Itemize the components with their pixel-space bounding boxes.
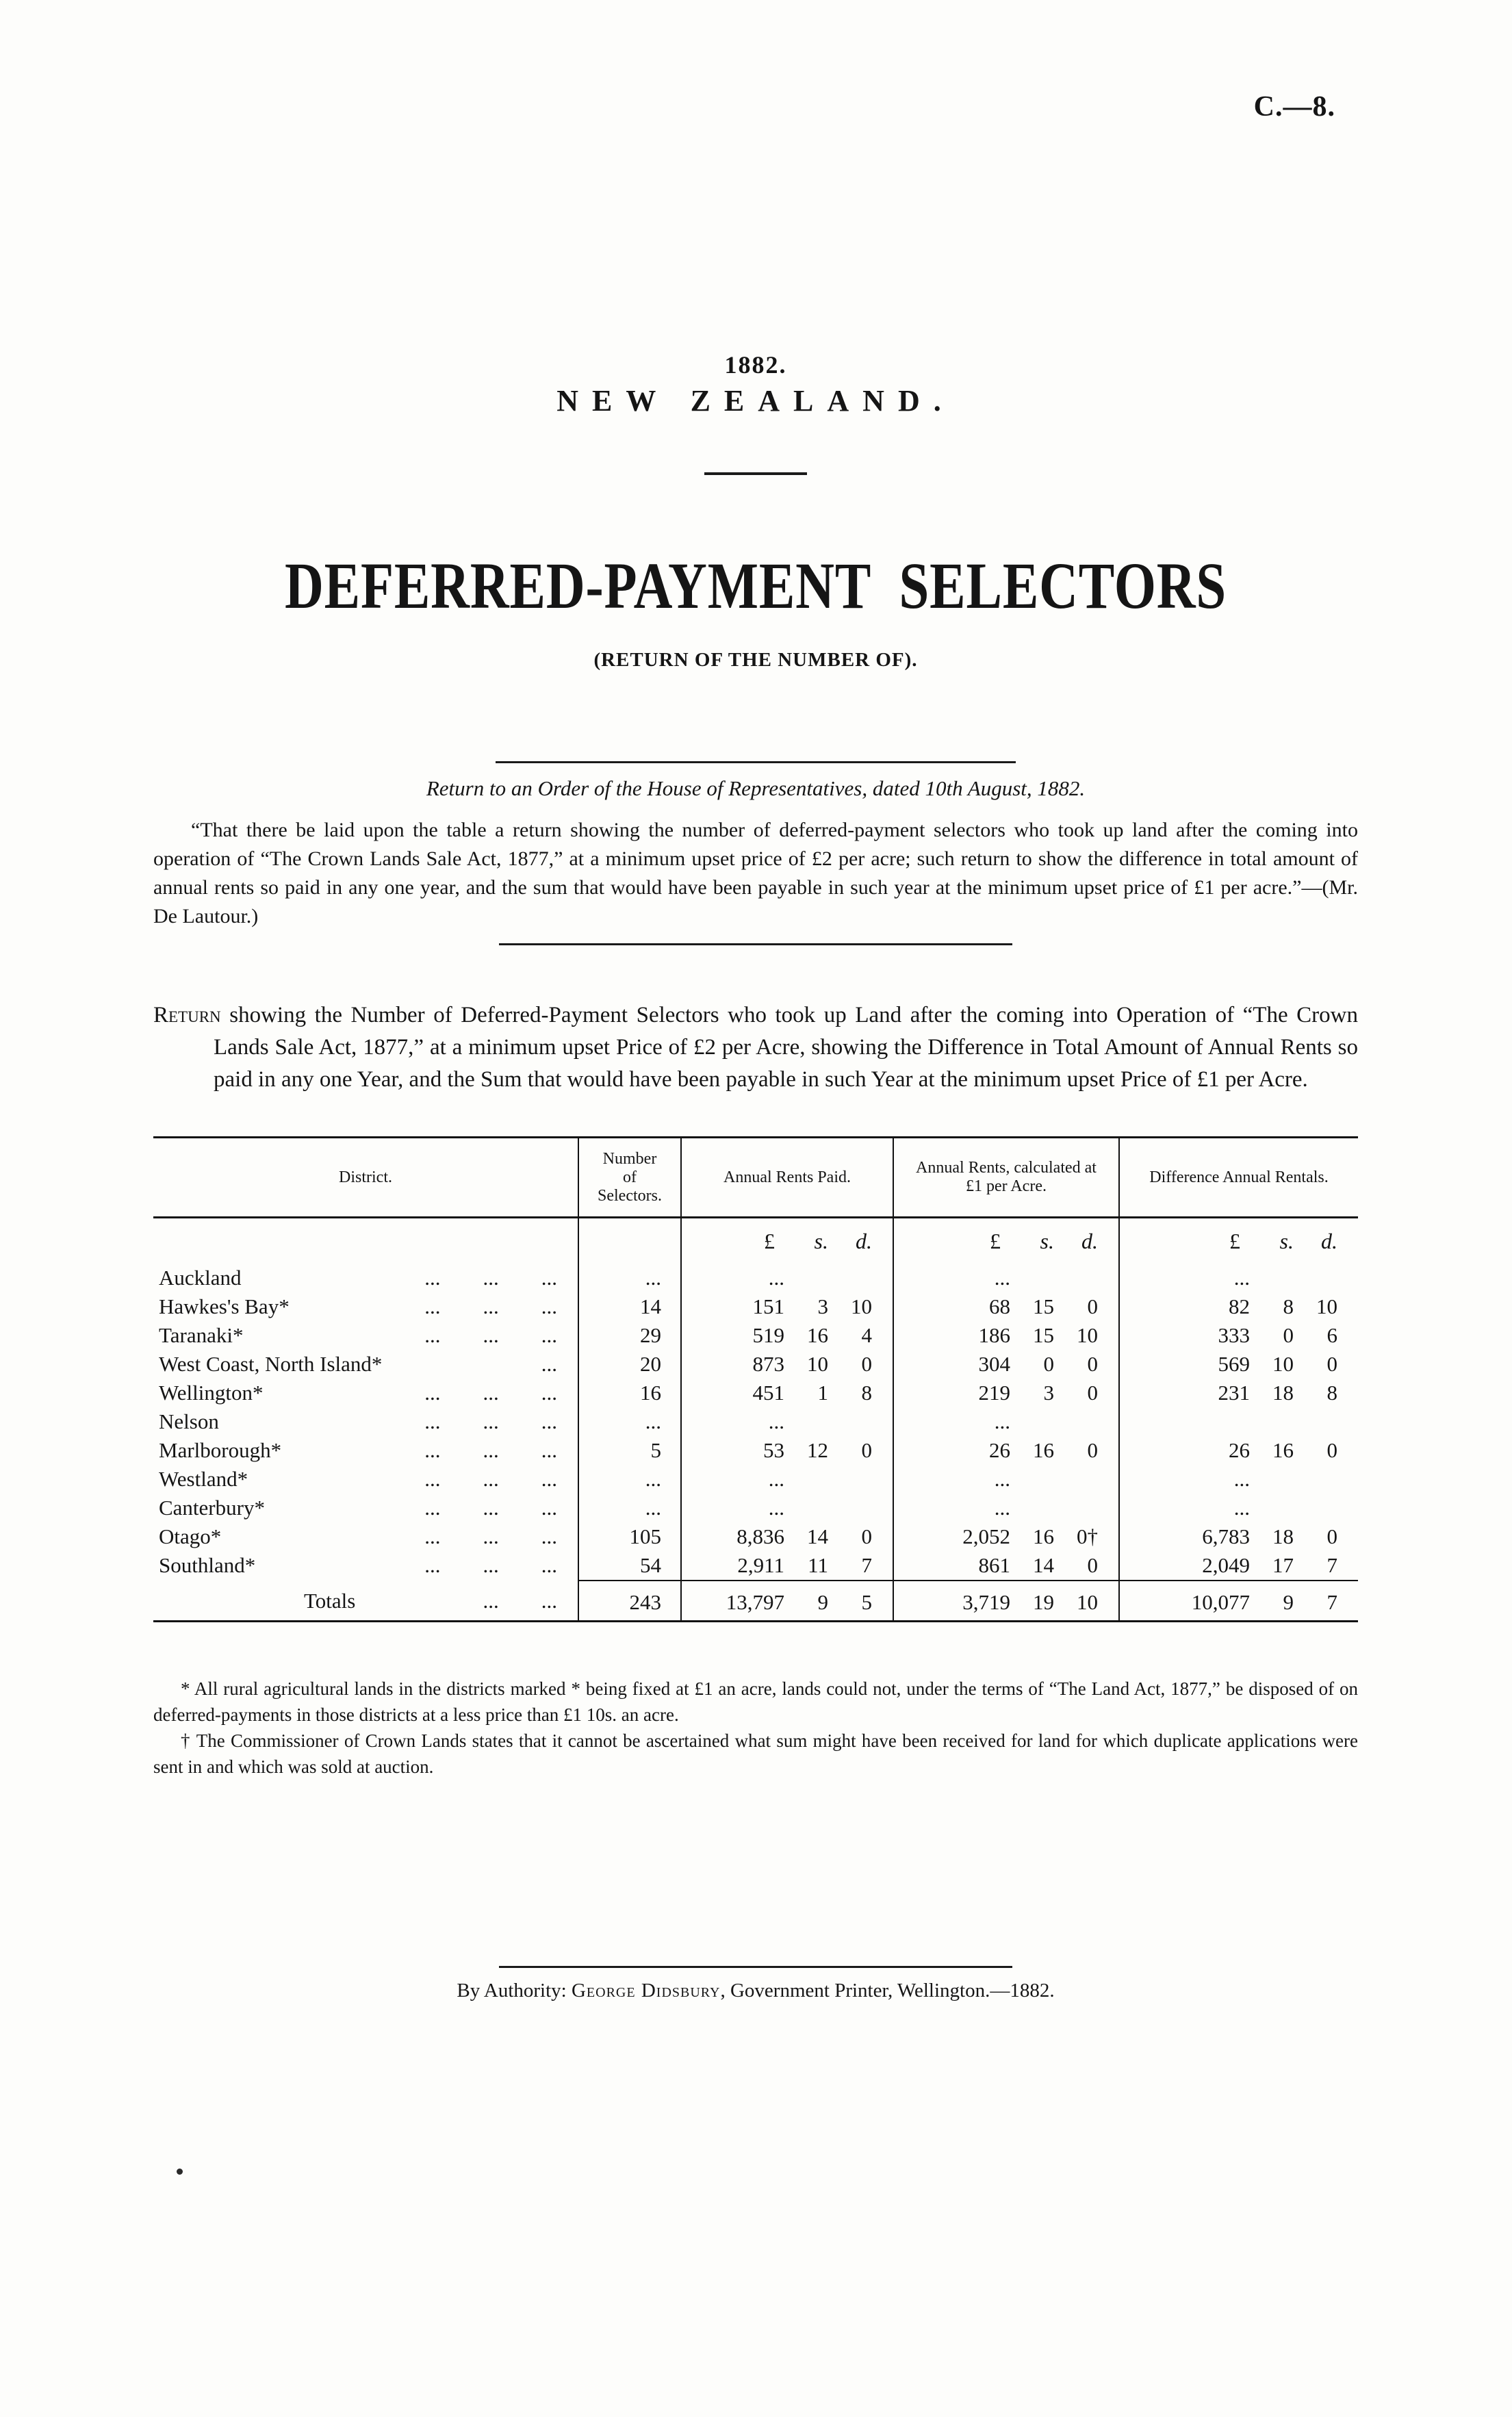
table-row (153, 1350, 1358, 1379)
difference-annual-rentals: 333 0 6 (1118, 1321, 1358, 1350)
return-rest: showing the Number of Deferred-Payment Selectors who took up Land after the coming into Operation of “The Crown Lands Sale Act, 1877,” at a minimum upset Price of £2 per Acre, showing the Difference in Total Amount of Annual Rents so paid in any one Year, and the Sum that would have been payable in such Year at the minimum upset Price of £1 per Acre. (214, 1003, 1358, 1092)
district-name: Marlborough* (159, 1438, 282, 1462)
currency-spacer (578, 1218, 680, 1264)
annual-rents-calculated: 2,052 16 0† (893, 1522, 1118, 1551)
district-name: Southland* (159, 1553, 256, 1577)
dot-leaders: ... ... ... (424, 1467, 557, 1491)
selectors-count: 105 (578, 1522, 680, 1551)
selectors-count: ... (578, 1264, 680, 1292)
annual-rents-paid: ... (680, 1494, 893, 1522)
footnotes (153, 1676, 1358, 1780)
district-name: Westland* (159, 1467, 248, 1491)
annual-rents-calculated: 68 15 0 (893, 1292, 1118, 1321)
difference-annual-rentals: ... (1118, 1494, 1358, 1522)
selectors-count: 5 (578, 1436, 680, 1465)
dot-leaders: ... ... ... (424, 1524, 557, 1548)
order-reference-line: Return to an Order of the House of Representatives, dated 10th August, 1882. (426, 776, 1086, 800)
annual-rents-calculated: ... (893, 1407, 1118, 1436)
currency-header-row (153, 1218, 1358, 1264)
dot-leaders: ... ... ... (424, 1496, 557, 1520)
district-name: Nelson (159, 1409, 219, 1433)
dot-leaders: ... ... ... (424, 1553, 557, 1577)
selectors-count: 54 (578, 1551, 680, 1580)
currency-labels-calc: £ s. d. (893, 1218, 1118, 1264)
return-lead: Return (153, 1003, 221, 1027)
table-row (153, 1551, 1358, 1580)
dot-leaders: ... ... ... (424, 1381, 557, 1405)
annual-rents-calculated: 861 14 0 (893, 1551, 1118, 1580)
annual-rents-calculated: ... (893, 1494, 1118, 1522)
totals-selectors: 243 (578, 1580, 680, 1620)
totals-difference-annual-rentals: 10,077 9 7 (1118, 1580, 1358, 1620)
dot-leaders: ... (541, 1352, 557, 1376)
printer-name: George Didsbury (571, 1980, 721, 2002)
annual-rents-paid: 451 1 8 (680, 1379, 893, 1407)
table-row (153, 1264, 1358, 1292)
returns-table (153, 1136, 1358, 1622)
district-name: Taranaki* (159, 1323, 244, 1347)
district-name: Canterbury* (159, 1496, 265, 1520)
header-district: District. (339, 1168, 392, 1186)
district-name: Hawkes's Bay* (159, 1294, 290, 1318)
annual-rents-paid: 8,836 14 0 (680, 1522, 893, 1551)
selectors-count: ... (578, 1407, 680, 1436)
selectors-count: 20 (578, 1350, 680, 1379)
annual-rents-paid: 53 12 0 (680, 1436, 893, 1465)
footnote-asterisk: * All rural agricultural lands in the districts marked * being fixed at £1 an acre, lands could not, under the terms of “The Land Act, 1877,” be disposed of on deferred-payments in those districts at a less price than £1 10s. an acre. (153, 1678, 1358, 1725)
document-reference: C.—8. (1253, 91, 1335, 123)
header-annual-rents-calculated: Annual Rents, calculated at £1 per Acre. (893, 1138, 1118, 1216)
annual-rents-paid: 873 10 0 (680, 1350, 893, 1379)
difference-annual-rentals: 2,049 17 7 (1118, 1551, 1358, 1580)
annual-rents-calculated: 304 0 0 (893, 1350, 1118, 1379)
selectors-count: 14 (578, 1292, 680, 1321)
header-number-of-selectors: Number of Selectors. (578, 1138, 680, 1216)
country-heading: NEW ZEALAND. (556, 384, 955, 418)
document-title: DEFERRED-PAYMENT SELECTORS (284, 549, 1227, 622)
totals-row (153, 1580, 1358, 1622)
district-name: Auckland (159, 1266, 242, 1290)
table-row (153, 1465, 1358, 1494)
return-heading (153, 999, 1358, 1096)
dot-leaders: ... ... ... (424, 1323, 557, 1347)
annual-rents-paid: ... (680, 1407, 893, 1436)
difference-annual-rentals: ... (1118, 1264, 1358, 1292)
table-header-row (153, 1136, 1358, 1218)
difference-annual-rentals: 6,783 18 0 (1118, 1522, 1358, 1551)
annual-rents-paid: 2,911 11 7 (680, 1551, 893, 1580)
divider (499, 1966, 1012, 1968)
currency-labels-paid: £ s. d. (680, 1218, 893, 1264)
year-heading: 1882. (724, 351, 787, 379)
difference-annual-rentals: ... (1118, 1465, 1358, 1494)
currency-spacer (153, 1218, 578, 1264)
totals-annual-rents-paid: 13,797 9 5 (680, 1580, 893, 1620)
difference-annual-rentals: 26 16 0 (1118, 1436, 1358, 1465)
selectors-count: ... (578, 1494, 680, 1522)
district-name: Otago* (159, 1524, 222, 1548)
difference-annual-rentals: 82 8 10 (1118, 1292, 1358, 1321)
difference-annual-rentals: 569 10 0 (1118, 1350, 1358, 1379)
district-name: West Coast, North Island* (159, 1352, 383, 1376)
totals-annual-rents-calculated: 3,719 19 10 (893, 1580, 1118, 1620)
dot-leaders: ... ... ... (424, 1409, 557, 1433)
divider (499, 943, 1012, 945)
order-text: “That there be laid upon the table a return showing the number of deferred-payment selectors who took up land after the coming into operation of “The Crown Lands Sale Act, 1877,” at a minimum upset price of £2 per acre; such return to show the difference in total amount of annual rents so paid in any one year, and the sum that would have been payable in such year at the minimum upset price of £1 per acre.”—(Mr. De Lautour.) (153, 819, 1358, 928)
table-row (153, 1494, 1358, 1522)
annual-rents-calculated: ... (893, 1264, 1118, 1292)
header-annual-rents-paid: Annual Rents Paid. (680, 1138, 893, 1216)
divider (704, 472, 807, 475)
difference-annual-rentals: 231 18 8 (1118, 1379, 1358, 1407)
ink-speck (177, 2169, 183, 2175)
footnote-dagger: † The Commissioner of Crown Lands states that it cannot be ascertained what sum might have been received for land for which duplicate applications were sent in and which was sold at auction. (153, 1730, 1358, 1777)
annual-rents-calculated: ... (893, 1465, 1118, 1494)
imprint-line: By Authority: George Didsbury, Government Printer, Wellington.—1882. (457, 1980, 1055, 2002)
dot-leaders: ... ... ... (424, 1438, 557, 1462)
header-difference-annual-rentals: Difference Annual Rentals. (1118, 1138, 1358, 1216)
annual-rents-calculated: 26 16 0 (893, 1436, 1118, 1465)
divider (496, 761, 1016, 763)
annual-rents-paid: ... (680, 1465, 893, 1494)
annual-rents-paid: ... (680, 1264, 893, 1292)
table-row (153, 1292, 1358, 1321)
difference-annual-rentals (1118, 1407, 1358, 1436)
table-row (153, 1379, 1358, 1407)
table-row (153, 1407, 1358, 1436)
dot-leaders: ... ... (483, 1589, 557, 1613)
dot-leaders: ... ... ... (424, 1266, 557, 1290)
document-subtitle: (RETURN OF THE NUMBER OF). (593, 649, 918, 671)
table-row (153, 1522, 1358, 1551)
totals-label: Totals (304, 1589, 356, 1613)
dot-leaders: ... ... ... (424, 1294, 557, 1318)
annual-rents-calculated: 219 3 0 (893, 1379, 1118, 1407)
selectors-count: 16 (578, 1379, 680, 1407)
selectors-count: ... (578, 1465, 680, 1494)
district-name: Wellington* (159, 1381, 264, 1405)
annual-rents-paid: 519 16 4 (680, 1321, 893, 1350)
selectors-count: 29 (578, 1321, 680, 1350)
table-row (153, 1436, 1358, 1465)
annual-rents-paid: 151 3 10 (680, 1292, 893, 1321)
annual-rents-calculated: 186 15 10 (893, 1321, 1118, 1350)
currency-labels-diff: £ s. d. (1118, 1218, 1358, 1264)
table-row (153, 1321, 1358, 1350)
